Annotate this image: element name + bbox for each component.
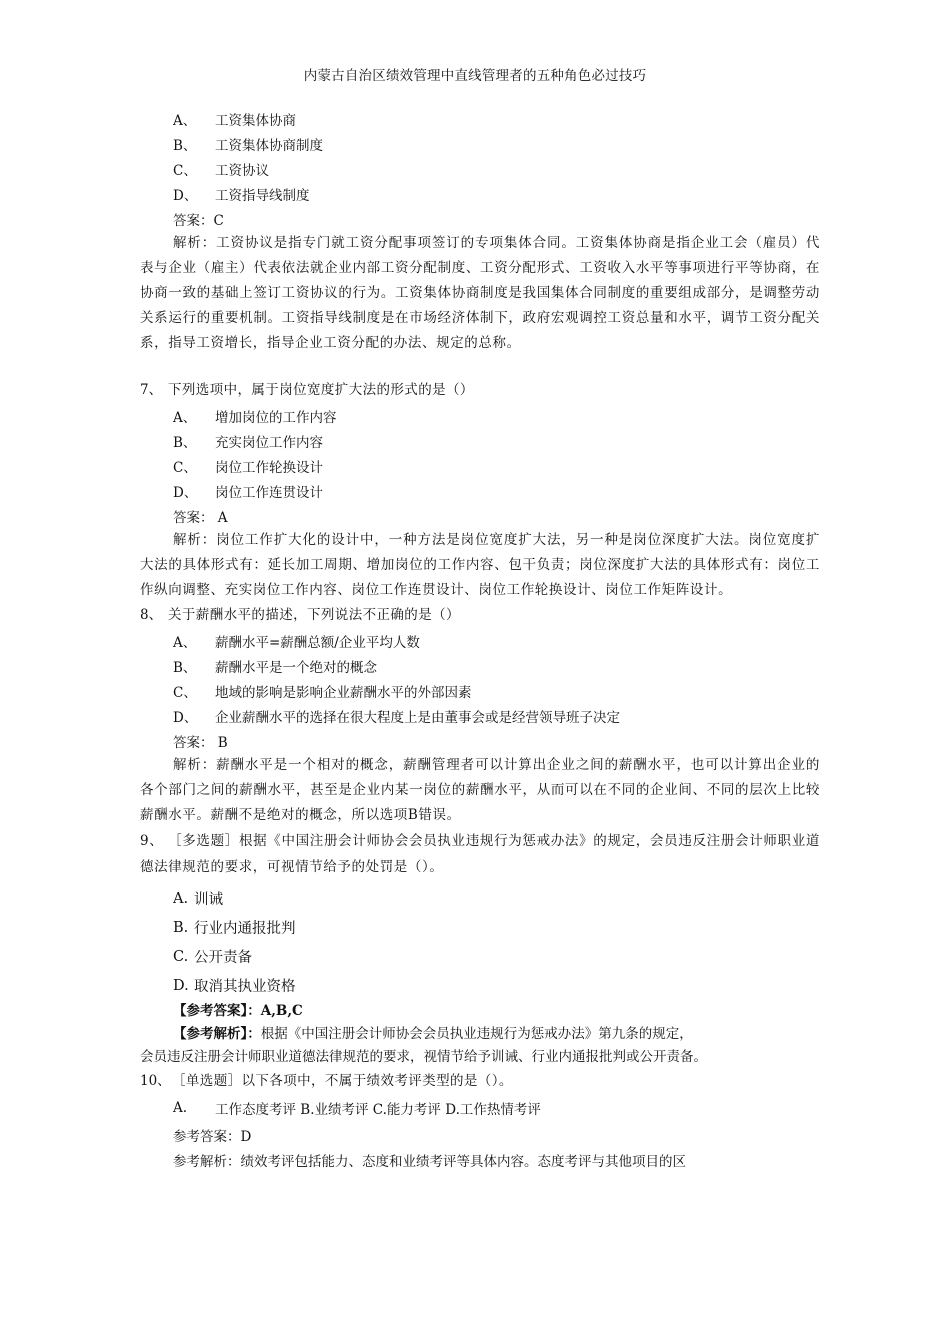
option-label: C、 [173,459,197,476]
question-8 [140,603,820,628]
question-text: ［多选题］根据《中国注册会计师协会会员执业违规行为惩戒办法》的规定，会员违反注册会计师职业道德法律规范的要求，可视情节给予的处罚是（）。 [140,833,820,875]
question-10-answer: 参考答案：D [173,1128,252,1145]
question-6-answer: 答案：C [173,212,224,229]
option-label: A. [173,1100,188,1116]
analysis-label: 【参考解析】： [173,1026,261,1042]
question-7-analysis: 解析：岗位工作扩大化的设计中，一种方法是岗位宽度扩大法，另一种是岗位深度扩大法。岗位宽度扩大法的具体形式有：延长加工周期、增加岗位的工作内容、包干负责；岗位深度扩大法的具体形式有：岗位工作纵向调整、充实岗位工作内容、岗位工作连贯设计、岗位工作轮换设计、岗位工作矩阵设计。 [140,532,820,598]
option-b [173,653,820,678]
option-text: 工资集体协商制度 [215,137,323,154]
page-header-title: 内蒙古自治区绩效管理中直线管理者的五种角色必过技巧 [303,68,647,84]
option-label: A. [173,890,189,907]
option-text: 充实岗位工作内容 [215,434,323,451]
option-c [173,156,820,181]
option-text: 岗位工作轮换设计 [215,459,323,476]
option-b [173,428,820,453]
option-a [173,403,820,428]
option-label: D. [173,977,189,994]
option-b [173,913,820,942]
option-text: 工作态度考评 B.业绩考评 C.能力考评 D.工作热情考评 [215,1102,541,1118]
option-label: D、 [173,187,198,204]
question-8-analysis: 解析：薪酬水平是一个相对的概念，薪酬管理者可以计算出企业之间的薪酬水平，也可以计算出企业的各个部门之间的薪酬水平，甚至是企业内某一岗位的薪酬水平，从而可以在不同的企业间、不同的层次上比较薪酬水平。薪酬不是绝对的概念，所以选项B错误。 [140,757,820,823]
question-9-answer [173,1000,820,1023]
question-6-options [140,106,820,206]
option-text: 行业内通报批判 [194,921,296,937]
option-c [173,942,820,971]
answer-label: 【参考答案】： [173,1003,261,1019]
option-label: C、 [173,162,197,179]
option-d [173,181,820,206]
option-text: 公开责备 [194,950,252,966]
question-number: 10、 [140,1073,171,1089]
option-c [173,453,820,478]
option-label: A、 [173,409,197,426]
option-label: C、 [173,684,197,701]
option-text: 工资指导线制度 [215,187,310,204]
option-text: 训诫 [194,892,223,908]
question-8-answer: 答案： B [173,734,228,751]
question-number: 7、 [140,382,163,398]
option-label: D、 [173,709,198,726]
analysis-text-continued: 会员违反注册会计师职业道德法律规范的要求，视情节给予训诫、行业内通报批判或公开责备。 [140,1049,707,1065]
question-10 [140,1069,820,1094]
option-label: A、 [173,634,197,651]
section-gap [140,356,820,378]
document-body [140,106,820,1172]
option-text: 企业薪酬水平的选择在很大程度上是由董事会或是经营领导班子决定 [215,709,620,726]
option-b [173,131,820,156]
option-text: 增加岗位的工作内容 [215,409,337,426]
option-text: 岗位工作连贯设计 [215,484,323,501]
analysis-text: 根据《中国注册会计师协会会员执业违规行为惩戒办法》第九条的规定， [260,1026,693,1042]
option-label: B、 [173,659,197,676]
option-c [173,678,820,703]
question-9-analysis [140,1023,820,1069]
option-d [173,971,820,1000]
option-d [173,703,820,728]
question-number: 9、 [140,833,164,849]
option-label: B、 [173,137,197,154]
option-label: C. [173,948,189,965]
option-a [173,884,820,913]
answer-value: A,B,C [260,1003,303,1019]
analysis-first-line [140,1023,820,1046]
option-label: A、 [173,112,197,129]
option-label: D、 [173,484,198,501]
option-text: 薪酬水平=薪酬总额/企业平均人数 [215,634,420,651]
question-text: 下列选项中，属于岗位宽度扩大法的形式的是（） [168,382,474,398]
question-text: 关于薪酬水平的描述，下列说法不正确的是（） [168,607,460,623]
question-7 [140,378,820,403]
option-a [173,106,820,131]
option-text: 地域的影响是影响企业薪酬水平的外部因素 [215,684,472,701]
option-label: B、 [173,434,197,451]
question-7-answer: 答案： A [173,509,228,526]
question-10-options [173,1094,820,1122]
option-d [173,478,820,503]
option-text: 工资协议 [215,162,269,179]
option-label: B. [173,919,189,936]
question-number: 8、 [140,607,163,623]
question-9 [140,828,820,880]
option-text: 取消其执业资格 [194,979,296,995]
option-a [173,628,820,653]
question-10-analysis: 参考解析：绩效考评包括能力、态度和业绩考评等具体内容。态度考评与其他项目的区 [173,1153,686,1170]
option-text: 工资集体协商 [215,112,296,129]
question-6-analysis: 解析：工资协议是指专门就工资分配事项签订的专项集体合同。工资集体协商是指企业工会（雇员）代表与企业（雇主）代表依法就企业内部工资分配制度、工资分配形式、工资收入水平等事项进行平等协商，在协商一致的基础上签订工资协议的行为。工资集体协商制度是我国集体合同制度的重要组成部分，是调整劳动关系运行的重要机制。工资指导线制度是在市场经济体制下，政府宏观调控工资总量和水平，调节工资分配关系，指导工资增长，指导企业工资分配的办法、规定的总称。 [140,235,820,351]
option-text: 薪酬水平是一个绝对的概念 [215,659,377,676]
question-text: ［单选题］以下各项中，不属于绩效考评类型的是（）。 [172,1073,513,1089]
